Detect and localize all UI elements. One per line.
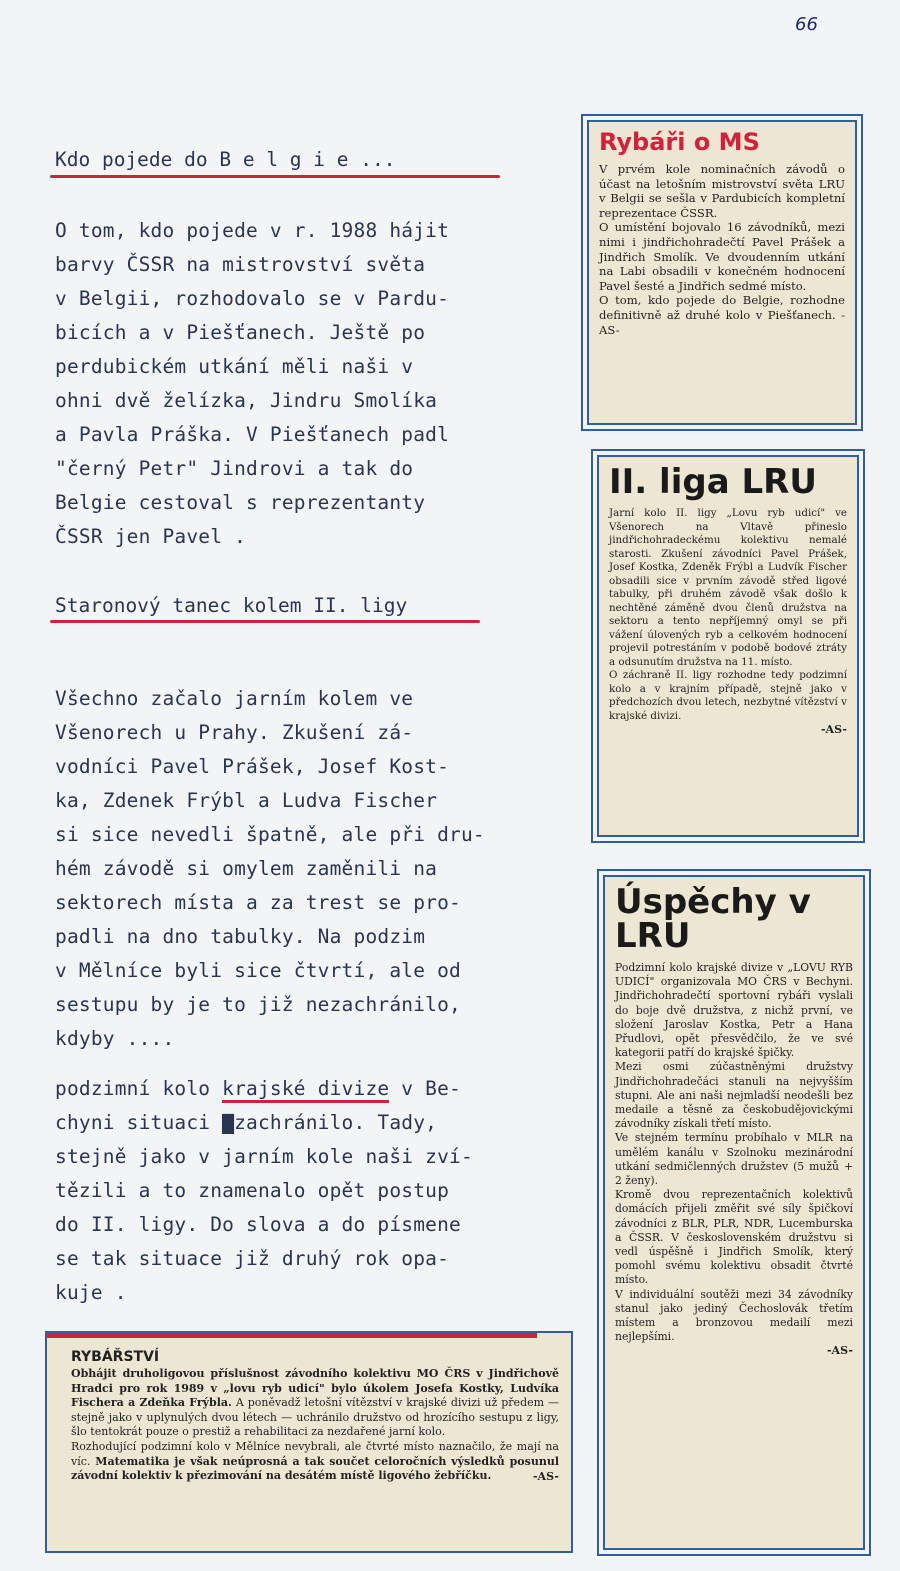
- podzimni-kolo-text-2: v Be-: [389, 1077, 461, 1100]
- clipping-rybarstvi-title: RYBÁŘSTVÍ: [71, 1349, 160, 1365]
- clipping-rybari-o-ms: [587, 120, 857, 425]
- clipping-uspechy-v-lru: [603, 875, 865, 1550]
- paragraph-belgie: O tom, kdo pojede v r. 1988 hájit barvy ČSSR na mistrovství světa v Belgii, rozhodovalo se v Pardu- bicích a v Piešťanech. Ještě po perdubickém utkání měli naši v ohni dvě želízka, Jindru Smolíka a Pavla Práška. V Piešťanech padl "černý Petr" Jindrovi a tak do Belgie cestoval s reprezentanty ČSSR jen Pavel .: [55, 219, 450, 548]
- krajske-divize-underlined: krajské divize: [222, 1077, 389, 1103]
- clipping-uspechy-sign: -AS-: [826, 1344, 853, 1358]
- clipping-ii-liga-sign: -AS-: [820, 723, 847, 736]
- clipping-rybari-text: V prvém kole nominačních závodů o účast na letošním mistrovství světa LRU v Belgii se sešla v Pardubicích kompletní reprezentace ČSSR. O umístění bojovalo 16 závodníků, mezi nimi i jindřichohradečtí Pavel Prášek a Jindřich Smolík. Ve dvoudenním utkání na Labi obsadili v konečném hodnocení Pavel šesté a Jindřich sedmé místo. O tom, kdo pojede do Belgie, rozhodne definitivně až druhé kolo v Piešťanech. -AS-: [599, 162, 845, 337]
- clipping-ii-liga: [597, 455, 859, 837]
- clipping-uspechy-title: Úspěchy v LRU: [615, 882, 811, 956]
- clipping-rybarstvi-bold-1: Obhájit druholigovou příslušnost závodního kolektivu MO ČRS v Jindřichově Hradci pro rok 1989 v „lovu ryb udicí" bylo úkolem Josefa Kostky, Ludvíka Fischera a Zdeňka Frýbla.: [71, 1367, 559, 1410]
- podzimni-kolo-text: podzimní kolo: [55, 1077, 223, 1100]
- clipping-rybarstvi-red-strip: [47, 1333, 537, 1338]
- paragraph-podzimni-kolo: [55, 1072, 461, 1106]
- clipping-ii-liga-title: II. liga LRU: [609, 462, 817, 502]
- clipping-rybarstvi: [45, 1331, 573, 1553]
- paragraph-jarni-kolo: Všechno začalo jarním kolem ve Všenorech u Prahy. Zkušení zá- vodníci Pavel Prášek, Josef Kost- ka, Zdenek Frýbl a Ludva Fischer si sice nevedli špatně, ale při dru- hém závodě si omylem zaměnili na sektorech místa a za trest se pro- padli na dno tabulky. Na podzim v Mělníce byli sice čtvrtí, ale od sestupu by je to již nezachránilo, kdyby ....: [55, 687, 485, 1050]
- heading-ii-liga: Staronový tanec kolem II. ligy: [55, 594, 408, 617]
- clipping-ii-liga-text: Jarní kolo II. ligy „Lovu ryb udicí" ve Všenorech na Vltavě přineslo jindřichohradeckému kolektivu nemalé starosti. Zkušení závodníci Pavel Prášek, Josef Kostka, Zdeněk Frýbl a Ludvík Fischer obsadili sice v prvním závodě střed ligové tabulky, při druhém závodě však došlo k nechtěné záměně dvou členů družstva na sektoru a tento nepříjemný omyl se při vážení úlovených ryb a celkovém hodnocení projevil potrestáním v podobě bodové ztráty a odsunutím družstva na 11. místo. O záchraně II. ligy rozhodne tedy podzimní kolo a v krajním případě, stejně jako v předchozích dvou letech, nezbytné vítězství v krajské divizi.: [609, 507, 847, 722]
- heading-ii-liga-underline: [50, 620, 480, 623]
- paragraph-podzimni-kolo-rest: chyni situaci ▇zachránilo. Tady, stejně jako v jarním kole naši zví- tězili a to znamenalo opět postup do II. ligy. Do slova a do písmene se tak situace již druhý rok opa- kuje .: [55, 1111, 473, 1304]
- clipping-rybarstvi-text: [71, 1367, 559, 1484]
- heading-belgie: Kdo pojede do B e l g i e ...: [55, 148, 396, 171]
- heading-belgie-underline: [50, 175, 500, 178]
- clipping-rybarstvi-bold-2: Matematika je však neúprosná a tak součet celoročních výsledků posunul závodní kolektiv k přezimování na desátém místě ligového žebříčku.: [71, 1454, 559, 1483]
- clipping-uspechy-text: Podzimní kolo krajské divize v „LOVU RYB UDICÍ" organizovala MO ČRS v Bechyni. Jindřichohradečtí sportovní rybáři vyslali do boje dvě družstva, z nichž první, ve složení Jaroslav Kostka, Petr a Hana Přudlovi, opět přesvědčilo, že ve své kategorii patří do krajské špičky. Mezi osmi zúčastněnými družstvy Jindřichohradečáci stanuli na nejvyšším stupni. Ale ani naši nejmladší neodešli bez medaile a těsně za českobudějovickými závodníky získali třetí místo. Ve stejném termínu probíhalo v MLR na umělém kanálu v Szolnoku mezinárodní utkání sedmičlenných družstev (5 mužů + 2 ženy). Kromě dvou reprezentačních kolektivů domácích přijeli změřit své síly špičkoví závodníci z BLR, PLR, NDR, Lucemburska a ČSSR. V československém družstvu si vedl úspěšně i Jindřich Smolík, který pomohl svému kolektivu obsadit čtvrté místo. V individuální soutěži mezi 34 závodníky stanul jako jediný Čechoslovák třetím místem a bronzovou medailí mezi nejlepšími.: [615, 961, 853, 1344]
- clipping-rybari-title: Rybáři o MS: [599, 128, 760, 156]
- page-number: 66: [795, 14, 818, 35]
- clipping-rybarstvi-normal: A poněvadž letošní vítězství v krajské divizi už předem — stejně jako v uplynulých dvou létech — uchránilo družstvo od hrozícího sestupu z ligy, šlo tentokrát pouze o prestiž a rehabilitaci za nezdařené jarní kolo. Rozhodující podzimní kolo v Mělníce nevybrali, ale čtvrté místo naznačilo, že mají na víc.: [71, 1396, 560, 1468]
- clipping-rybarstvi-sign: -AS-: [532, 1469, 559, 1483]
